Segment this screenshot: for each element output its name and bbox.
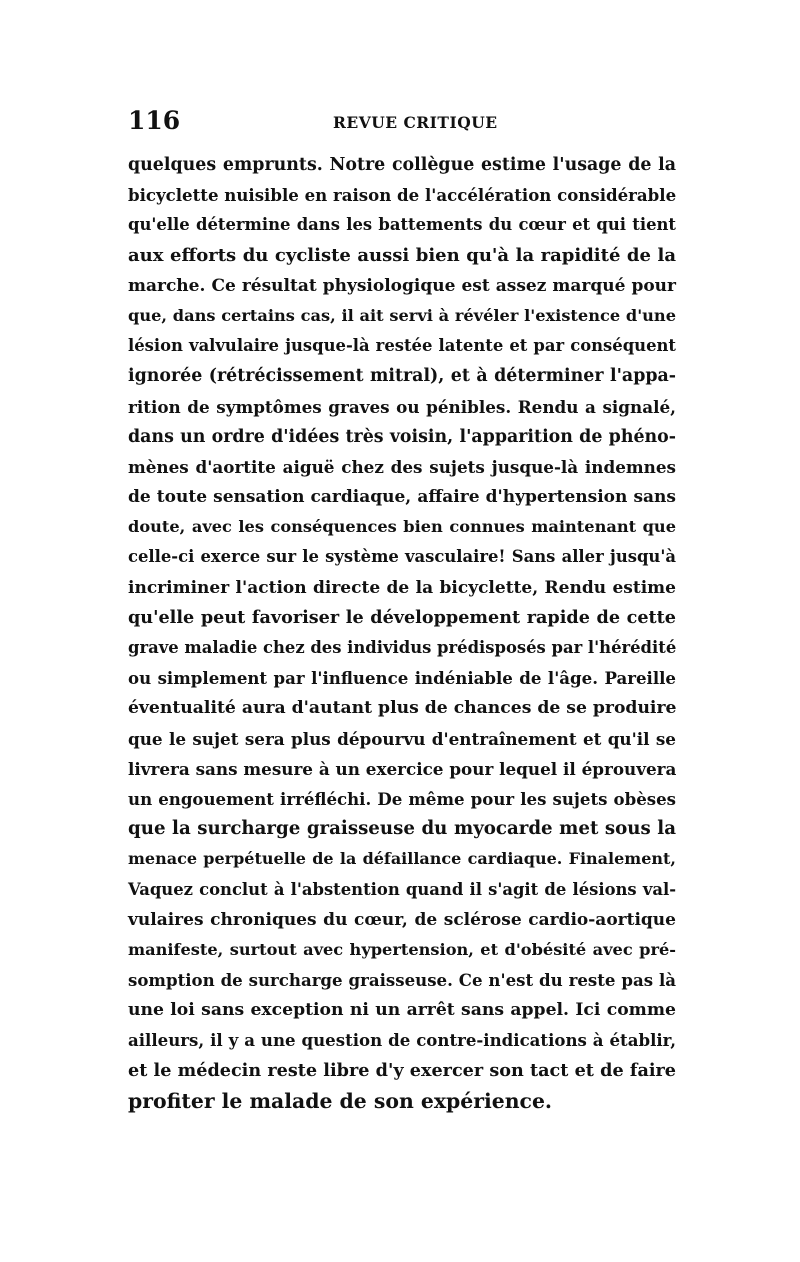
text-line: que la surcharge graisseuse du myocarde met sous la	[128, 818, 676, 840]
text-line: incriminer l'action directe de la bicyclette, Rendu estime	[128, 577, 676, 598]
text-line: lésion valvulaire jusque-là restée latente et par conséquent	[128, 336, 676, 356]
text-line: dans un ordre d'idées très voisin, l'apparition de phéno-	[128, 426, 676, 447]
text-line: que le sujet sera plus dépourvu d'entraînement et qu'il se	[128, 728, 676, 749]
text-line: vulaires chroniques du cœur, de sclérose cardio-aortique	[128, 909, 676, 930]
text-line: doute, avec les conséquences bien connues maintenant que	[128, 517, 676, 537]
text-line: livrera sans mesure à un exercice pour lequel il éprouvera	[128, 758, 677, 779]
text-line: et le médecin reste libre d'y exercer son tact et de faire	[128, 1059, 676, 1081]
running-title: REVUE CRITIQUE	[333, 113, 498, 132]
text-line: Vaquez conclut à l'abstention quand il s'agit de lésions val-	[128, 879, 676, 899]
text-line: mènes d'aortite aiguë chez des sujets jusque-là indemnes	[128, 456, 676, 477]
text-line: marche. Ce résultat physiologique est assez marqué pour	[128, 275, 676, 296]
text-line: qu'elle détermine dans les battements du cœur et qui tient	[128, 215, 676, 235]
text-line: menace perpétuelle de la défaillance cardiaque. Finalement,	[128, 849, 676, 869]
running-head	[128, 106, 688, 136]
text-line: ignorée (rétrécissement mitral), et à déterminer l'appa-	[128, 366, 676, 387]
text-line: éventualité aura d'autant plus de chances de se produire	[128, 698, 677, 719]
text-line: qu'elle peut favoriser le développement rapide de cette	[128, 606, 676, 628]
text-line: somption de surcharge graisseuse. Ce n'est du reste pas là	[128, 970, 676, 991]
text-line: grave maladie chez des individus prédisposés par l'hérédité	[128, 638, 677, 657]
text-line: rition de symptômes graves ou pénibles. Rendu a signalé,	[128, 396, 676, 417]
text-line: celle-ci exerce sur le système vasculaire! Sans aller jusqu'à	[128, 547, 676, 567]
text-line: profiter le malade de son expérience.	[128, 1088, 553, 1113]
text-line: une loi sans exception ni un arrêt sans appel. Ici comme	[128, 1000, 676, 1021]
text-line: ailleurs, il y a une question de contre-indications à établir,	[128, 1030, 676, 1051]
text-line: de toute sensation cardiaque, affaire d'hypertension sans	[128, 487, 676, 508]
text-line: bicyclette nuisible en raison de l'accélération considérable	[128, 185, 677, 206]
body-paragraph	[128, 150, 676, 1116]
text-line: manifeste, surtout avec hypertension, et d'obésité avec pré-	[128, 939, 676, 959]
text-line: ou simplement par l'influence indéniable de l'âge. Pareille	[128, 668, 676, 689]
text-line: un engouement irréfléchi. De même pour les sujets obèses	[128, 788, 676, 809]
text-line: quelques emprunts. Notre collègue estime l'usage de la	[128, 155, 676, 175]
page-number: 116	[128, 106, 181, 135]
text-line: aux efforts du cycliste aussi bien qu'à la rapidité de la	[128, 244, 676, 266]
text-line: que, dans certains cas, il ait servi à révéler l'existence d'une	[128, 305, 676, 325]
